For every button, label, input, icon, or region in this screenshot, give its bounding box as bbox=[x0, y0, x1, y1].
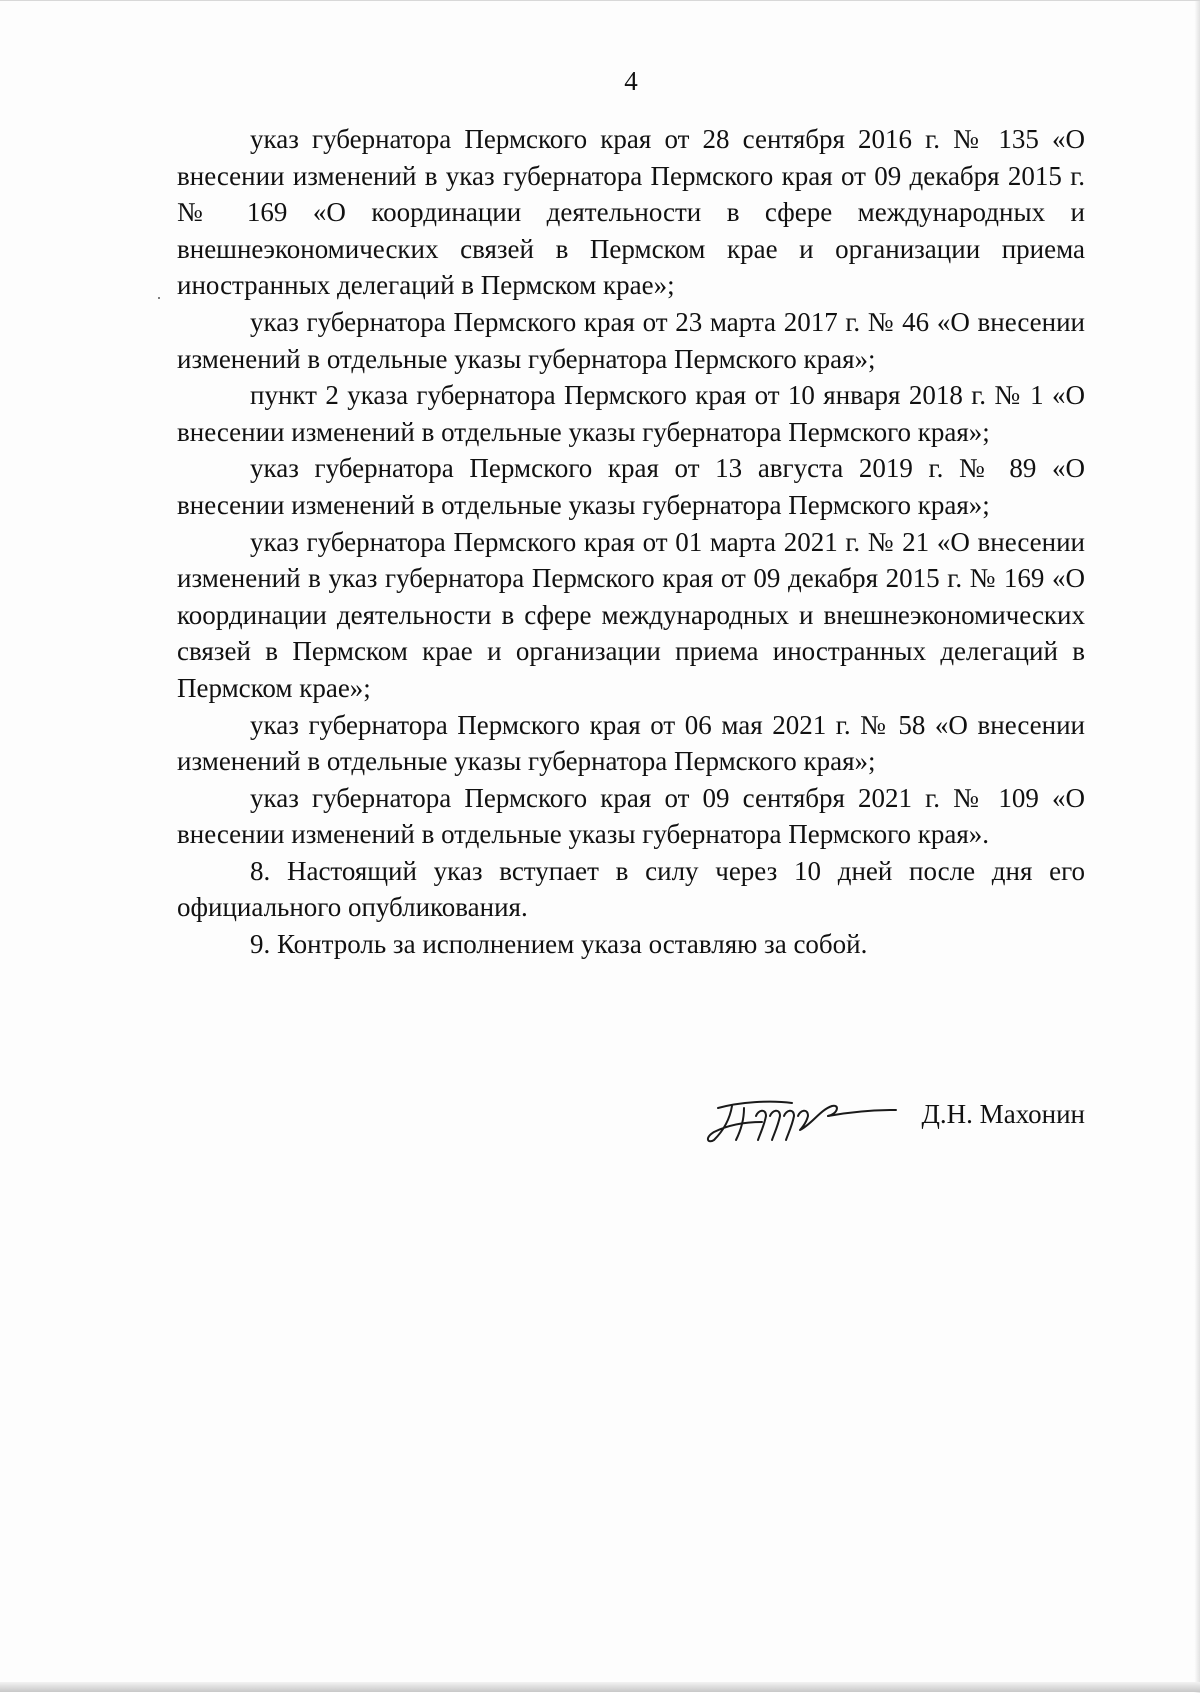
paragraph-decree-2021-109: указ губернатора Пермского края от 09 сентября 2021 г. № 109 «О внесении изменений в отдельные указы губернатора Пермского края». bbox=[177, 782, 1085, 850]
paragraph-decree-2017-46: указ губернатора Пермского края от 23 марта 2017 г. № 46 «О внесении изменений в отдельные указы губернатора Пермского края»; bbox=[177, 306, 1085, 374]
paragraph-item-9: 9. Контроль за исполнением указа оставляю за собой. bbox=[250, 929, 868, 960]
signatory-name: Д.Н. Махонин bbox=[921, 1099, 1085, 1129]
paragraph-decree-2021-58: указ губернатора Пермского края от 06 мая 2021 г. № 58 «О внесении изменений в отдельные указы губернатора Пермского края»; bbox=[177, 709, 1085, 777]
scan-speck bbox=[158, 297, 160, 299]
page-number: 4 bbox=[624, 66, 638, 96]
paragraph-item-8: 8. Настоящий указ вступает в силу через 10 дней после дня его официального опубликования. bbox=[177, 855, 1085, 923]
document-body bbox=[177, 121, 1085, 963]
signature-block bbox=[700, 1086, 1090, 1146]
handwritten-signature bbox=[700, 1086, 910, 1146]
paragraph-decree-2021-21: указ губернатора Пермского края от 01 марта 2021 г. № 21 «О внесении изменений в указ губернатора Пермского края от 09 декабря 2015 г. № 169 «О координации деятельности в сфере международных и внешнеэкономических связей в Пермском крае и организации приема иностранных делегаций в Пермском крае»; bbox=[177, 526, 1085, 703]
page-bottom-edge bbox=[0, 1682, 1200, 1692]
paragraph-decree-2016-135: указ губернатора Пермского края от 28 сентября 2016 г. № 135 «О внесении изменений в указ губернатора Пермского края от 09 декабря 2015 г. № 169 «О координации деятельности в сфере международных и внешнеэкономических связей в Пермском крае и организации приема иностранных делегаций в Пермском крае»; bbox=[177, 124, 1085, 301]
paragraph-decree-2019-89: указ губернатора Пермского края от 13 августа 2019 г. № 89 «О внесении изменений в отдельные указы губернатора Пермского края»; bbox=[177, 453, 1085, 520]
page-edge-shadow bbox=[1194, 1, 1200, 1693]
paragraph-decree-2018-1: пункт 2 указа губернатора Пермского края от 10 января 2018 г. № 1 «О внесении изменений в отдельные указы губернатора Пермского края»; bbox=[177, 380, 1085, 447]
